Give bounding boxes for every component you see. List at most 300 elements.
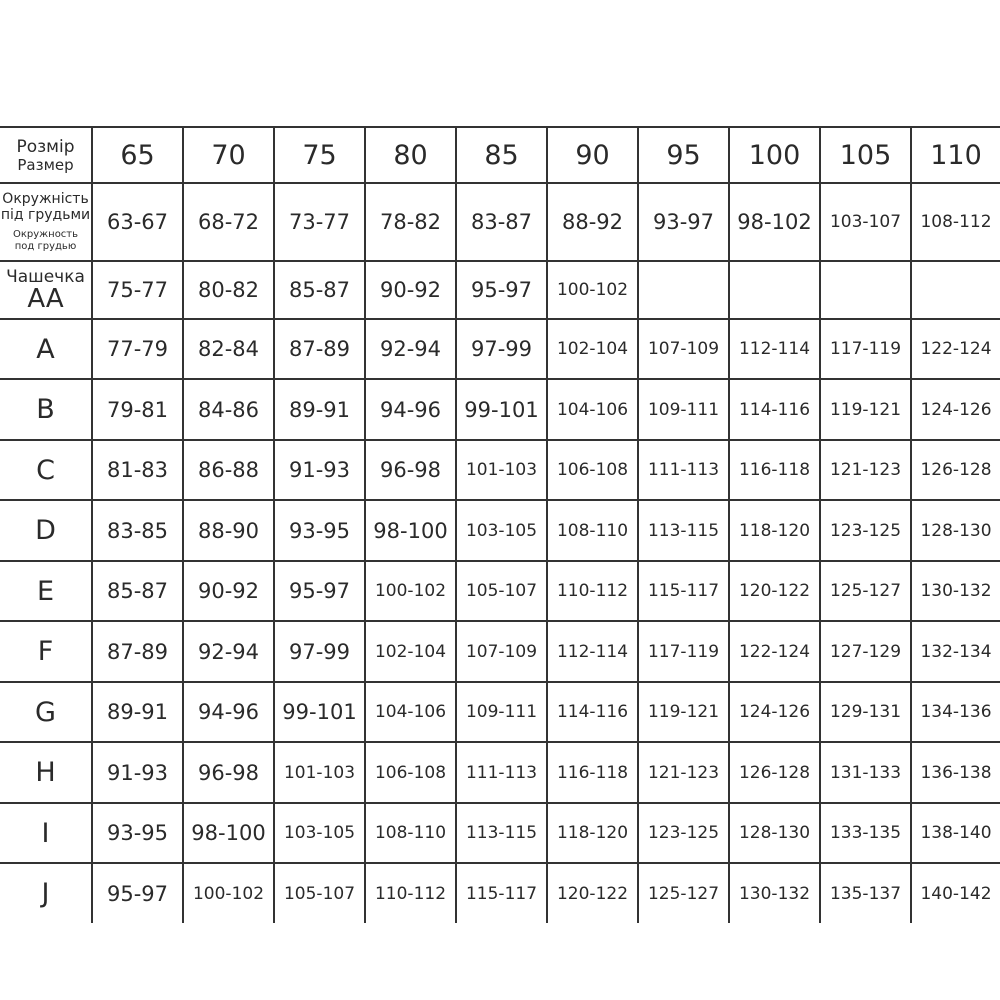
cup-size-cell — [456, 500, 547, 561]
size-value: 80 — [393, 139, 428, 171]
cup-size-cell — [638, 561, 729, 621]
cup-size-value: 96-98 — [197, 760, 260, 785]
cup-size-cell — [274, 440, 365, 500]
cup-size-cell — [820, 379, 911, 440]
cup-size-value: 82-84 — [197, 337, 260, 361]
cup-size-cell — [183, 742, 274, 803]
cup-aa-cell — [911, 261, 1000, 319]
cup-size-value: 117-119 — [647, 641, 720, 662]
cup-letter: J — [41, 878, 50, 909]
cup-size-cell — [911, 621, 1000, 682]
cup-letter: F — [37, 636, 54, 667]
cup-size-value: 93-95 — [106, 821, 169, 845]
cup-size-cell — [820, 500, 911, 561]
underbust-cell — [274, 183, 365, 261]
cup-size-cell — [456, 742, 547, 803]
cup-row — [0, 319, 1000, 379]
size-header-cell — [729, 127, 820, 183]
cup-aa-letter: AA — [27, 284, 64, 314]
cup-size-cell — [911, 863, 1000, 923]
cup-size-cell — [274, 500, 365, 561]
cup-size-value: 79-81 — [106, 397, 169, 422]
cup-aa-value: 100-102 — [556, 280, 629, 300]
cup-size-cell — [820, 319, 911, 379]
cup-size-cell — [274, 803, 365, 863]
cup-size-value: 117-119 — [829, 339, 902, 359]
cup-size-cell — [547, 379, 638, 440]
cup-size-cell — [820, 621, 911, 682]
cup-size-value: 94-96 — [379, 397, 442, 422]
underbust-cell — [92, 183, 183, 261]
cup-aa-value: 95-97 — [470, 278, 533, 302]
underbust-value: 108-112 — [920, 212, 992, 232]
cup-size-value: 138-140 — [920, 823, 992, 843]
cup-size-value: 109-111 — [465, 702, 538, 722]
cup-size-value: 130-132 — [738, 883, 811, 904]
size-header-cell — [911, 127, 1000, 183]
cup-size-cell — [365, 379, 456, 440]
cup-row — [0, 682, 1000, 742]
cup-size-value: 90-92 — [197, 579, 260, 603]
cup-letter-cell — [0, 863, 92, 923]
cup-size-value: 110-112 — [374, 883, 447, 904]
cup-letter-cell — [0, 440, 92, 500]
cup-aa-cell — [183, 261, 274, 319]
cup-size-value: 105-107 — [465, 581, 538, 601]
cup-size-cell — [547, 621, 638, 682]
cup-size-value: 112-114 — [556, 641, 629, 662]
cup-size-cell — [183, 500, 274, 561]
cup-size-value: 121-123 — [829, 460, 902, 480]
cup-size-value: 93-95 — [288, 518, 351, 543]
underbust-row — [0, 183, 1000, 261]
cup-letter-cell — [0, 500, 92, 561]
cup-size-cell — [183, 319, 274, 379]
cup-size-cell — [638, 803, 729, 863]
cup-size-value: 98-100 — [191, 821, 266, 845]
cup-size-cell — [274, 319, 365, 379]
size-chart-container — [0, 126, 1000, 909]
cup-size-cell — [365, 742, 456, 803]
cup-aa-cell — [456, 261, 547, 319]
cup-size-cell — [92, 561, 183, 621]
cup-aa-cell — [820, 261, 911, 319]
cup-size-cell — [820, 803, 911, 863]
cup-size-cell — [365, 621, 456, 682]
cup-size-cell — [456, 682, 547, 742]
cup-size-cell — [911, 803, 1000, 863]
cup-size-cell — [729, 500, 820, 561]
cup-size-value: 91-93 — [288, 458, 351, 482]
size-value: 70 — [211, 139, 246, 171]
underbust-value: 68-72 — [197, 210, 260, 234]
underbust-label-uk-line2: під грудьми — [0, 207, 91, 223]
cup-size-value: 101-103 — [283, 762, 356, 783]
cup-size-value: 121-123 — [647, 762, 720, 783]
cup-size-cell — [183, 863, 274, 923]
cup-size-cell — [92, 863, 183, 923]
cup-size-value: 111-113 — [465, 762, 538, 783]
cup-size-value: 120-122 — [556, 883, 629, 904]
cup-letter: H — [35, 757, 56, 788]
cup-size-value: 120-122 — [738, 581, 811, 601]
cup-letter: B — [36, 394, 55, 425]
size-header-label-cell — [0, 127, 92, 183]
cup-size-cell — [365, 682, 456, 742]
cup-size-cell — [92, 440, 183, 500]
cup-size-value: 105-107 — [283, 883, 356, 904]
size-header-cell — [183, 127, 274, 183]
size-header-cell — [92, 127, 183, 183]
cup-size-cell — [547, 863, 638, 923]
cup-size-cell — [456, 561, 547, 621]
cup-size-value: 114-116 — [738, 399, 811, 420]
cup-size-cell — [274, 561, 365, 621]
cup-letter-cell — [0, 561, 92, 621]
cup-size-value: 126-128 — [920, 460, 992, 480]
size-value: 100 — [748, 139, 801, 171]
size-value: 95 — [666, 139, 701, 171]
cup-size-value: 123-125 — [829, 520, 902, 541]
cup-size-cell — [365, 561, 456, 621]
cup-size-cell — [638, 379, 729, 440]
underbust-label-uk-line1: Окружність — [2, 191, 89, 207]
underbust-value: 63-67 — [106, 210, 169, 234]
underbust-cell — [820, 183, 911, 261]
cup-size-cell — [92, 621, 183, 682]
cup-size-cell — [365, 863, 456, 923]
size-header-cell — [820, 127, 911, 183]
cup-size-value: 123-125 — [647, 823, 720, 843]
cup-size-value: 116-118 — [556, 762, 629, 783]
cup-size-cell — [547, 561, 638, 621]
cup-size-value: 97-99 — [470, 337, 533, 361]
cup-letter-cell — [0, 803, 92, 863]
underbust-value: 103-107 — [829, 212, 902, 232]
cup-row — [0, 440, 1000, 500]
cup-size-value: 88-90 — [197, 518, 260, 543]
cup-size-cell — [729, 561, 820, 621]
cup-size-cell — [183, 682, 274, 742]
underbust-value: 98-102 — [737, 210, 812, 234]
cup-size-cell — [456, 863, 547, 923]
cup-row — [0, 561, 1000, 621]
cup-size-value: 86-88 — [197, 458, 260, 482]
cup-size-cell — [456, 379, 547, 440]
cup-size-cell — [729, 863, 820, 923]
cup-size-value: 125-127 — [647, 883, 720, 904]
cup-size-cell — [638, 682, 729, 742]
cup-size-cell — [820, 561, 911, 621]
cup-size-value: 113-115 — [647, 520, 720, 541]
cup-size-cell — [456, 440, 547, 500]
cup-size-value: 104-106 — [374, 702, 447, 722]
cup-size-value: 108-110 — [374, 823, 447, 843]
cup-letter-cell — [0, 621, 92, 682]
cup-size-value: 101-103 — [465, 460, 538, 480]
cup-size-value: 135-137 — [829, 883, 902, 904]
cup-size-value: 92-94 — [379, 337, 442, 361]
size-value: 110 — [930, 139, 982, 171]
cup-size-value: 124-126 — [738, 702, 811, 722]
cup-size-cell — [183, 440, 274, 500]
size-label-ru: Размер — [17, 155, 74, 174]
cup-size-value: 102-104 — [374, 641, 447, 662]
size-value: 90 — [575, 139, 610, 171]
cup-row — [0, 803, 1000, 863]
size-header-cell — [274, 127, 365, 183]
cup-size-value: 125-127 — [829, 581, 902, 601]
cup-size-cell — [911, 319, 1000, 379]
underbust-cell — [547, 183, 638, 261]
underbust-value: 93-97 — [652, 210, 715, 234]
cup-word-label: Чашечка — [6, 267, 85, 287]
cup-size-cell — [183, 803, 274, 863]
cup-letter: I — [41, 817, 50, 849]
underbust-label-ru-line2: под грудью — [14, 241, 77, 252]
cup-size-value: 113-115 — [465, 823, 538, 843]
cup-size-value: 85-87 — [106, 579, 169, 603]
cup-size-value: 87-89 — [106, 639, 169, 664]
cup-size-value: 94-96 — [197, 700, 260, 724]
cup-size-cell — [274, 682, 365, 742]
cup-size-cell — [729, 440, 820, 500]
cup-size-cell — [365, 803, 456, 863]
cup-size-value: 92-94 — [197, 639, 260, 664]
cup-size-value: 133-135 — [829, 823, 902, 843]
underbust-cell — [729, 183, 820, 261]
underbust-cell — [365, 183, 456, 261]
cup-size-value: 102-104 — [556, 339, 629, 359]
size-value: 75 — [302, 139, 337, 171]
cup-size-cell — [183, 379, 274, 440]
size-value: 105 — [839, 139, 892, 171]
cup-size-value: 110-112 — [556, 581, 629, 601]
cup-size-value: 96-98 — [379, 458, 442, 482]
size-value: 85 — [484, 139, 519, 171]
cup-size-value: 81-83 — [106, 458, 169, 482]
cup-size-value: 108-110 — [556, 520, 629, 541]
cup-size-value: 131-133 — [829, 762, 902, 783]
cup-size-value: 114-116 — [556, 702, 629, 722]
cup-size-value: 126-128 — [738, 762, 811, 783]
cup-size-value: 118-120 — [738, 520, 811, 541]
cup-size-cell — [911, 500, 1000, 561]
cup-size-cell — [729, 379, 820, 440]
cup-size-cell — [638, 319, 729, 379]
cup-size-cell — [274, 742, 365, 803]
cup-aa-value: 85-87 — [288, 278, 351, 302]
cup-size-value: 103-105 — [283, 823, 356, 843]
cup-size-value: 134-136 — [920, 702, 992, 722]
underbust-label-ru-line1: Окружность — [12, 229, 79, 240]
cup-size-cell — [456, 319, 547, 379]
cup-size-value: 95-97 — [288, 579, 351, 603]
cup-size-cell — [183, 561, 274, 621]
cup-size-cell — [820, 682, 911, 742]
cup-aa-cell — [274, 261, 365, 319]
cup-size-cell — [456, 621, 547, 682]
cup-size-value: 116-118 — [738, 460, 811, 480]
cup-size-value: 122-124 — [920, 339, 992, 359]
cup-size-cell — [729, 621, 820, 682]
cup-size-value: 118-120 — [556, 823, 629, 843]
underbust-label-cell — [0, 183, 92, 261]
cup-aa-value: 80-82 — [197, 278, 260, 302]
cup-size-cell — [729, 803, 820, 863]
cup-size-cell — [547, 803, 638, 863]
cup-size-cell — [547, 682, 638, 742]
cup-letter: G — [35, 696, 56, 728]
cup-size-value: 87-89 — [288, 337, 351, 361]
cup-size-value: 140-142 — [920, 883, 992, 904]
cup-size-cell — [729, 319, 820, 379]
cup-size-cell — [638, 742, 729, 803]
cup-size-cell — [547, 440, 638, 500]
cup-size-value: 84-86 — [197, 397, 260, 422]
cup-size-value: 107-109 — [465, 641, 538, 662]
cup-aa-cell — [638, 261, 729, 319]
size-header-cell — [365, 127, 456, 183]
cup-size-cell — [820, 863, 911, 923]
cup-size-cell — [456, 803, 547, 863]
cup-row — [0, 863, 1000, 923]
cup-size-value: 129-131 — [829, 702, 902, 722]
cup-size-cell — [92, 500, 183, 561]
cup-size-cell — [729, 682, 820, 742]
cup-size-cell — [638, 500, 729, 561]
cup-size-cell — [365, 440, 456, 500]
underbust-cell — [456, 183, 547, 261]
cup-size-cell — [274, 863, 365, 923]
cup-size-value: 89-91 — [288, 397, 351, 422]
cup-aa-cell — [547, 261, 638, 319]
cup-size-value: 109-111 — [647, 399, 720, 420]
cup-letter: E — [36, 575, 55, 607]
cup-size-value: 100-102 — [192, 883, 265, 904]
cup-aa-label-cell — [0, 261, 92, 319]
cup-size-cell — [638, 863, 729, 923]
cup-size-value: 115-117 — [465, 883, 538, 904]
bra-size-chart-table — [0, 126, 1000, 923]
cup-size-value: 99-101 — [464, 397, 539, 422]
cup-size-value: 124-126 — [920, 399, 992, 420]
cup-size-cell — [820, 440, 911, 500]
underbust-value: 88-92 — [561, 210, 624, 234]
cup-size-cell — [92, 682, 183, 742]
cup-size-value: 100-102 — [374, 581, 447, 601]
cup-size-cell — [911, 742, 1000, 803]
cup-size-cell — [92, 803, 183, 863]
cup-size-value: 91-93 — [106, 760, 169, 785]
underbust-value: 73-77 — [288, 210, 351, 234]
cup-letter: C — [36, 454, 55, 486]
cup-size-cell — [92, 379, 183, 440]
underbust-cell — [183, 183, 274, 261]
cup-size-value: 99-101 — [282, 700, 357, 724]
size-value: 65 — [120, 139, 155, 171]
cup-size-cell — [92, 319, 183, 379]
cup-letter-cell — [0, 742, 92, 803]
cup-size-value: 128-130 — [920, 520, 992, 541]
cup-size-cell — [729, 742, 820, 803]
cup-letter-cell — [0, 319, 92, 379]
cup-row — [0, 500, 1000, 561]
cup-size-value: 128-130 — [738, 823, 811, 843]
cup-row — [0, 742, 1000, 803]
cup-size-value: 95-97 — [106, 881, 169, 906]
cup-size-cell — [92, 742, 183, 803]
cup-letter-cell — [0, 379, 92, 440]
size-header-cell — [638, 127, 729, 183]
cup-aa-value: 90-92 — [379, 278, 442, 302]
cup-letter: D — [35, 515, 56, 546]
cup-size-value: 106-108 — [556, 460, 629, 480]
cup-size-cell — [911, 379, 1000, 440]
underbust-value: 83-87 — [470, 210, 533, 234]
cup-size-value: 103-105 — [465, 520, 538, 541]
cup-size-value: 130-132 — [920, 581, 992, 601]
cup-letter-cell — [0, 682, 92, 742]
cup-size-value: 115-117 — [647, 581, 720, 601]
cup-size-cell — [547, 500, 638, 561]
cup-size-value: 83-85 — [106, 518, 169, 543]
cup-size-value: 77-79 — [106, 337, 169, 361]
cup-aa-row — [0, 261, 1000, 319]
cup-size-cell — [638, 440, 729, 500]
cup-size-cell — [274, 621, 365, 682]
cup-size-value: 98-100 — [373, 518, 448, 543]
cup-size-value: 132-134 — [920, 641, 992, 662]
cup-size-value: 136-138 — [920, 762, 992, 783]
size-header-cell — [456, 127, 547, 183]
cup-size-value: 122-124 — [738, 641, 811, 662]
cup-row — [0, 621, 1000, 682]
cup-aa-cell — [365, 261, 456, 319]
cup-size-cell — [547, 742, 638, 803]
cup-aa-value: 75-77 — [106, 278, 169, 302]
cup-size-cell — [183, 621, 274, 682]
underbust-value: 78-82 — [379, 210, 442, 234]
cup-size-value: 106-108 — [374, 762, 447, 783]
size-header-cell — [547, 127, 638, 183]
cup-size-value: 127-129 — [829, 641, 902, 662]
cup-size-cell — [638, 621, 729, 682]
cup-letter: A — [36, 333, 55, 365]
cup-size-cell — [911, 440, 1000, 500]
size-label-uk: Розмір — [16, 136, 75, 157]
cup-size-cell — [274, 379, 365, 440]
cup-size-cell — [547, 319, 638, 379]
cup-size-cell — [365, 319, 456, 379]
cup-size-value: 104-106 — [556, 399, 629, 420]
cup-size-value: 107-109 — [647, 339, 720, 359]
cup-aa-cell — [729, 261, 820, 319]
cup-size-value: 119-121 — [647, 702, 720, 722]
underbust-cell — [638, 183, 729, 261]
cup-aa-cell — [92, 261, 183, 319]
cup-size-cell — [911, 682, 1000, 742]
cup-size-value: 111-113 — [647, 460, 720, 480]
cup-size-value: 112-114 — [738, 339, 811, 359]
cup-size-cell — [911, 561, 1000, 621]
underbust-cell — [911, 183, 1000, 261]
cup-size-cell — [820, 742, 911, 803]
cup-size-value: 119-121 — [829, 399, 902, 420]
cup-size-value: 97-99 — [288, 639, 351, 664]
cup-size-value: 89-91 — [106, 700, 169, 724]
size-header-row — [0, 127, 1000, 183]
